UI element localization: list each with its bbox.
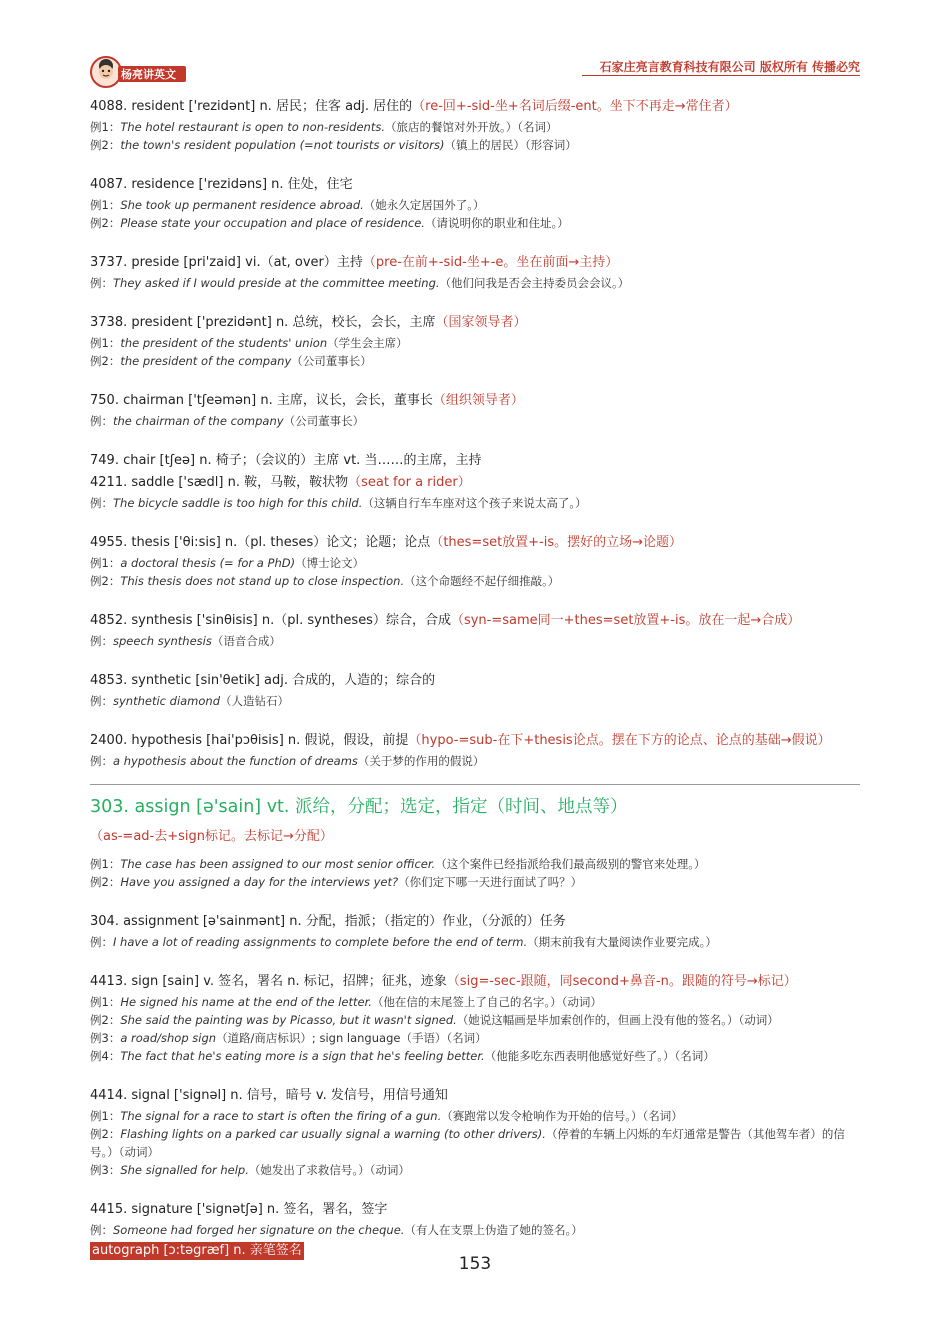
example: 例2：the president of the company（公司董事长） [90, 354, 372, 368]
example: 例1：The signal for a race to start is often the firing of a gun.（赛跑常以发令枪响作为开始的信号。）（名词） [90, 1109, 683, 1123]
etymology: （syn-=same同一+thes=set放置+-is。放在一起→合成） [450, 613, 801, 628]
company-copyright: 石家庄亮言教育科技有限公司 版权所有 传播必究 [599, 60, 860, 74]
example: 例1：The case has been assigned to our most senior officer.（这个案件已经指派给我们最高级别的警官来处理。） [90, 857, 706, 871]
highlight-autograph: autograph [ɔ:təgræf] n. 亲笔签名 [92, 1243, 302, 1258]
entry-assignment [90, 911, 860, 951]
entry-president [90, 312, 860, 370]
example: 例：a hypothesis about the function of dreams（关于梦的作用的假说） [90, 754, 485, 768]
main-headword: 303. assign [ə'sain] vt. 派给，分配；选定，指定（时间、地点等） [90, 797, 628, 817]
entry-residence [90, 174, 860, 232]
etymology: （seat for a rider） [348, 475, 471, 490]
entry-signal [90, 1085, 860, 1179]
headword: 4852. synthesis ['sinθisis] n.（pl. syntheses）综合，合成 [90, 613, 451, 628]
example: 例：Someone had forged her signature on the cheque.（有人在支票上伪造了她的签名。） [90, 1223, 583, 1237]
example: 例1：He signed his name at the end of the letter.（他在信的末尾签上了自己的名字。）（动词） [90, 995, 602, 1009]
entry-sign [90, 971, 860, 1065]
headword: 3738. president ['prezidənt] n. 总统，校长，会长，主席 [90, 315, 436, 330]
example: 例2：She said the painting was by Picasso, but it wasn't signed.（她说这幅画是毕加索创作的，但画上没有他的签名。）（动词） [90, 1013, 779, 1027]
example: 例1：the president of the students' union（学生会主席） [90, 336, 408, 350]
example: 例2：Have you assigned a day for the interviews yet?（你们定下哪一天进行面试了吗？） [90, 875, 583, 889]
entry-signature [90, 1199, 860, 1260]
headword: 4211. saddle ['sædl] n. 鞍，马鞍，鞍状物 [90, 475, 349, 490]
brand-logo-text: 杨亮讲英文 [121, 68, 176, 81]
example: 例2：Flashing lights on a parked car usually signal a warning (to other drivers).（停着的车辆上闪烁的车灯通常是警告（其他驾车者）的信号。）（动词） [90, 1127, 845, 1159]
example: 例：They asked if I would preside at the committee meeting.（他们问我是否会主持委员会会议。） [90, 276, 630, 290]
etymology: （sig=-sec-跟随，同second+鼻音-n。跟随的符号→标记） [446, 974, 797, 989]
headword: 4088. resident ['rezidənt] n. 居民；住客 adj. 居住的 [90, 99, 413, 114]
main-entry-assign [90, 793, 860, 891]
example: 例4：The fact that he's eating more is a sign that he's feeling better.（他能多吃东西表明他感觉好些了。）（名词） [90, 1049, 715, 1063]
example: 例2：This thesis does not stand up to close inspection.（这个命题经不起仔细推敲。） [90, 574, 560, 588]
etymology: （国家领导者） [435, 315, 527, 330]
headword: 2400. hypothesis [hai'pɔθisis] n. 假说，假设，前提 [90, 733, 409, 748]
etymology: （thes=set放置+-is。摆好的立场→论题） [430, 535, 683, 550]
entry-hypothesis [90, 730, 860, 770]
etymology: （hypo-=sub-在下+thesis论点。摆在下方的论点、论点的基础→假说） [408, 733, 831, 748]
entry-resident [90, 96, 860, 154]
etymology: （re-回+-sid-坐+名词后缀-ent。坐下不再走→常住者） [412, 99, 738, 114]
example: 例2：the town's resident population (=not tourists or visitors)（镇上的居民）（形容词） [90, 138, 577, 152]
headword: 304. assignment [ə'sainmənt] n. 分配，指派；（指定的）作业，（分派的）任务 [90, 914, 566, 929]
entry-chair [90, 450, 860, 472]
brand-logo [90, 52, 190, 92]
headword: 4087. residence ['rezidəns] n. 住处，住宅 [90, 177, 353, 192]
headword: 4853. synthetic [sin'θetik] adj. 合成的，人造的；综合的 [90, 673, 436, 688]
headword: 4414. signal ['signəl] n. 信号，暗号 v. 发信号，用信号通知 [90, 1088, 448, 1103]
headword: 750. chairman ['tʃeəmən] n. 主席，议长，会长，董事长 [90, 393, 433, 408]
header-underline [582, 75, 860, 76]
headword: 4413. sign [sain] v. 签名，署名 n. 标记，招牌；征兆，迹象 [90, 974, 447, 989]
example: 例1：She took up permanent residence abroad.（她永久定居国外了。） [90, 198, 485, 212]
example: 例：the chairman of the company（公司董事长） [90, 414, 365, 428]
etymology: （组织领导者） [432, 393, 524, 408]
example: 例3：a road/shop sign（道路/商店标识）; sign language（手语）（名词） [90, 1031, 487, 1045]
headword: 4415. signature ['signətʃə] n. 签名，署名，签字 [90, 1202, 388, 1217]
example: 例：The bicycle saddle is too high for this child.（这辆自行车车座对这个孩子来说太高了。） [90, 496, 587, 510]
etymology: （pre-在前+-sid-坐+-e。坐在前面→主持） [362, 255, 619, 270]
headword: 749. chair [tʃeə] n. 椅子；（会议的）主席 vt. 当……的主席，主持 [90, 453, 482, 468]
headword: 3737. preside [pri'zaid] vi.（at, over）主持 [90, 255, 363, 270]
example: 例2：Please state your occupation and place of residence.（请说明你的职业和住址。） [90, 216, 569, 230]
example: 例3：She signalled for help.（她发出了求救信号。）（动词） [90, 1163, 410, 1177]
example: 例：I have a lot of reading assignments to complete before the end of term.（期末前我有大量阅读作业要完成。） [90, 935, 717, 949]
example: 例1：The hotel restaurant is open to non-residents.（旅店的餐馆对外开放。）（名词） [90, 120, 558, 134]
example: 例：synthetic diamond（人造钻石） [90, 694, 290, 708]
entry-preside [90, 252, 860, 292]
section-divider [90, 784, 860, 785]
entry-thesis [90, 532, 860, 590]
example: 例：speech synthesis（语音合成） [90, 634, 281, 648]
entry-synthetic [90, 670, 860, 710]
example: 例1：a doctoral thesis (= for a PhD)（博士论文） [90, 556, 365, 570]
main-etymology: （as-=ad-去+sign标记。去标记→分配） [90, 829, 333, 844]
page-number: 153 [458, 1254, 492, 1274]
headword: 4955. thesis ['θi:sis] n.（pl. theses）论文；论题；论点 [90, 535, 431, 550]
entry-synthesis [90, 610, 860, 650]
dictionary-content [90, 96, 860, 1260]
entry-saddle [90, 472, 860, 512]
entry-chairman [90, 390, 860, 430]
